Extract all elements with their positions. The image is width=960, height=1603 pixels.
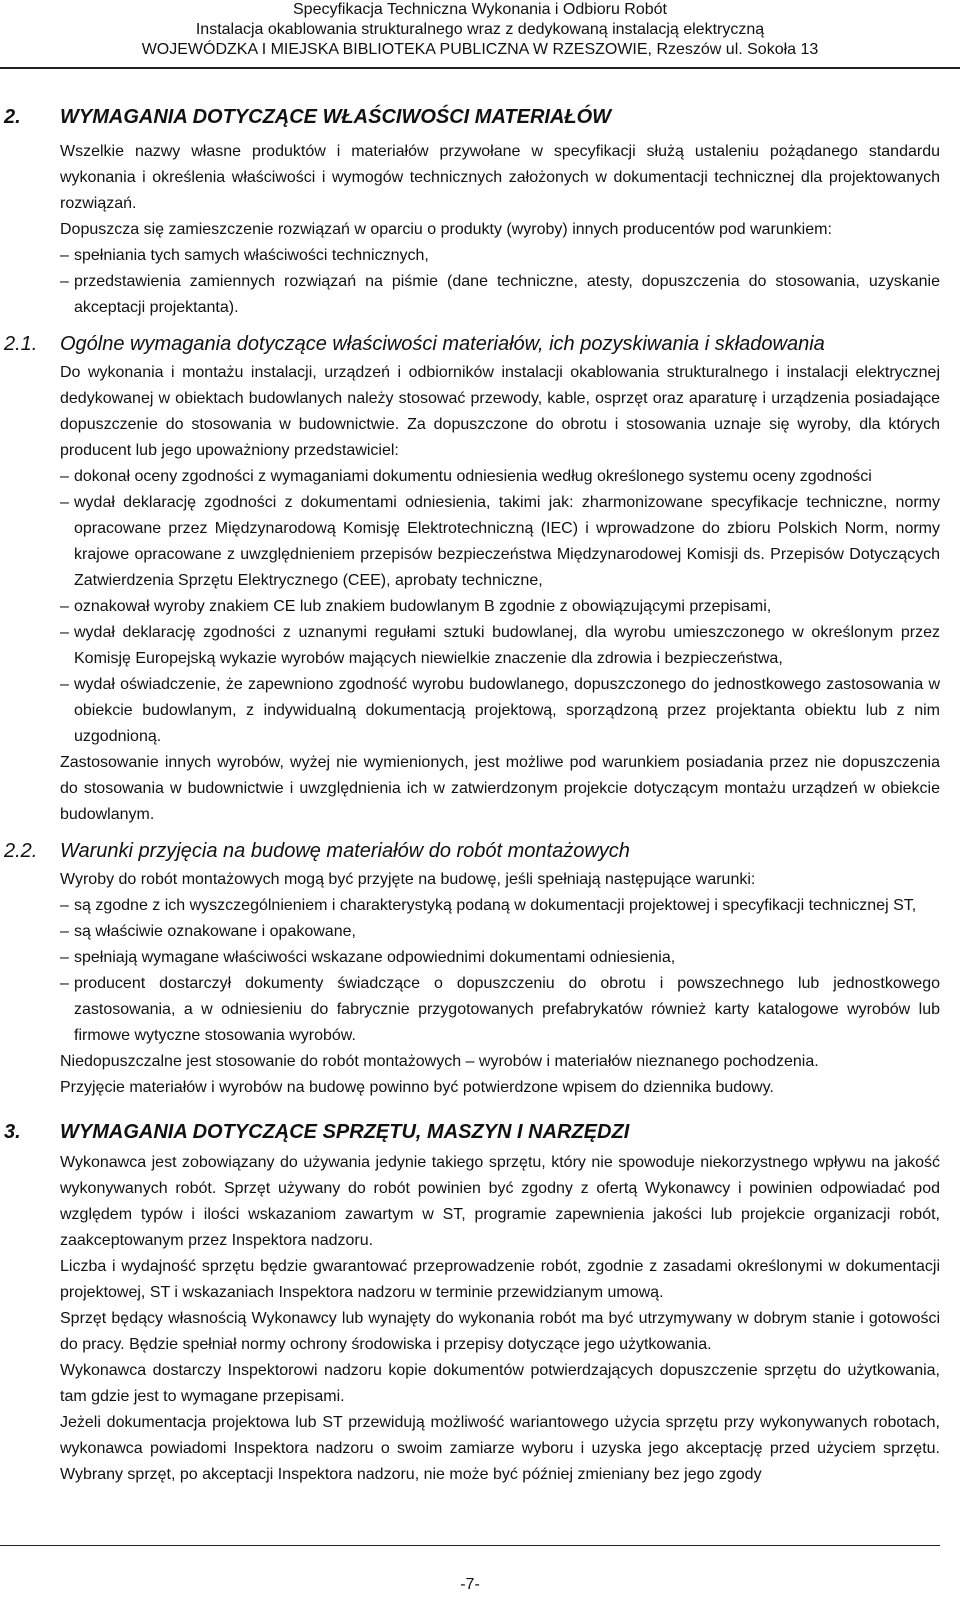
bullet-dash: – bbox=[60, 923, 69, 940]
section-number: 2.2. bbox=[4, 840, 38, 862]
bullet-dash: – bbox=[60, 468, 69, 485]
section-title: Ogólne wymagania dotyczące właściwości materiałów, ich pozyskiwania i składowania bbox=[60, 333, 825, 355]
list-item bbox=[60, 672, 940, 750]
list-item-text: dokonał oceny zgodności z wymaganiami dokumentu odniesienia według określonego systemu oceny zgodności bbox=[74, 468, 872, 485]
list-item-text: wydał deklarację zgodności z dokumentami odniesienia, takimi jak: zharmonizowane specyfikacje techniczne, normy opracowane przez Międzynarodową Komisję Elektrotechniczną (IEC) i wprowadzone do zbioru Polskich Norm, normy krajowe opracowane z uwzględnieniem przepisów bezpieczeństwa Międzynarodowej Komisji ds. Przepisów Dotyczących Zatwierdzenia Sprzętu Elektrycznego (CEE), aprobaty techniczne, bbox=[74, 494, 940, 589]
list-item-text: przedstawienia zamiennych rozwiązań na piśmie (dane techniczne, atesty, dopuszczenia do stosowania, uzyskanie akceptacji projektanta). bbox=[74, 273, 940, 316]
paragraph: Wykonawca jest zobowiązany do używania jedynie takiego sprzętu, który nie spowoduje niekorzystnego wpływu na jakość wykonywanych robót. Sprzęt używany do robót powinien być zgodny z ofertą Wykonawcy i powinien odpowiadać pod względem typów i ilości wskazaniom zawartym w ST, programie zapewnienia jakości lub projekcie organizacji robót, zaakceptowanym przez Inspektora nadzoru. bbox=[60, 1154, 940, 1249]
list-item-text: spełniają wymagane właściwości wskazane odpowiednimi dokumentami odniesienia, bbox=[74, 949, 676, 966]
paragraph: Sprzęt będący własnością Wykonawcy lub wynajęty do wykonania robót ma być utrzymywany w dobrym stanie i gotowości do pracy. Będzie spełniał normy ochrony środowiska i przepisy dotyczące jego użytkowania. bbox=[60, 1310, 940, 1353]
list-item-text: oznakował wyroby znakiem CE lub znakiem budowlanym B zgodnie z obowiązującymi przepisami, bbox=[74, 598, 772, 615]
bullet-dash: – bbox=[60, 598, 69, 615]
header-location: WOJEWÓDZKA I MIEJSKA BIBLIOTEKA PUBLICZNA W RZESZOWIE, Rzeszów ul. Sokoła 13 bbox=[141, 41, 819, 58]
list-item-text: są zgodne z ich wyszczególnieniem i charakterystyką podaną w dokumentacji projektowej i specyfikacji technicznej ST, bbox=[74, 897, 917, 914]
section-2-2-heading bbox=[4, 840, 940, 863]
list-item bbox=[60, 919, 940, 945]
bullet-dash: – bbox=[60, 494, 69, 511]
bullet-dash: – bbox=[60, 624, 69, 641]
list-item bbox=[60, 464, 940, 490]
paragraph: Wszelkie nazwy własne produktów i materiałów przywołane w specyfikacji służą ustaleniu pożądanego standardu wykonania i określenia właściwości i wymogów technicznych założonych w dokumentacji technicznej dla projektowanych rozwiązań. bbox=[60, 143, 940, 212]
bullet-dash: – bbox=[60, 975, 69, 992]
list-item bbox=[60, 945, 940, 971]
list-item bbox=[60, 243, 940, 269]
bullet-dash: – bbox=[60, 273, 69, 290]
list-item bbox=[60, 971, 940, 1049]
section-number: 2.1. bbox=[4, 333, 38, 355]
bullet-dash: – bbox=[60, 247, 69, 264]
page-header bbox=[0, 0, 960, 60]
paragraph: Zastosowanie innych wyrobów, wyżej nie wymienionych, jest możliwe pod warunkiem posiadania przez nie dopuszczenia do stosowania w budownictwie i uwzględnienia ich w zatwierdzonym projekcie dotyczącym montażu urządzeń w obiekcie budowlanym. bbox=[60, 754, 940, 823]
section-title: WYMAGANIA DOTYCZĄCE WŁAŚCIWOŚCI MATERIAŁÓW bbox=[60, 106, 612, 128]
list-item-text: wydał deklarację zgodności z uznanymi regułami sztuki budowlanej, dla wyrobu umieszczonego w określonym przez Komisję Europejską wykazie wyrobów mających niewielkie znaczenie dla zdrowia i bezpieczeństwa, bbox=[74, 624, 940, 667]
list-item-text: spełniania tych samych właściwości technicznych, bbox=[74, 247, 429, 264]
section-number: 3. bbox=[4, 1121, 21, 1143]
header-subtitle: Instalacja okablowania strukturalnego wraz z dedykowaną instalacją elektryczną bbox=[195, 21, 765, 38]
list-item-text: są właściwie oznakowane i opakowane, bbox=[74, 923, 356, 940]
page-number: -7- bbox=[460, 1576, 480, 1593]
list-item bbox=[60, 594, 940, 620]
section-title: Warunki przyjęcia na budowę materiałów do robót montażowych bbox=[60, 840, 630, 862]
list-item bbox=[60, 490, 940, 594]
list-item bbox=[60, 620, 940, 672]
section-number: 2. bbox=[4, 106, 21, 128]
paragraph: Jeżeli dokumentacja projektowa lub ST przewidują możliwość wariantowego użycia sprzętu przy wykonywanych robotach, wykonawca powiadomi Inspektora nadzoru o swoim zamiarze wyboru i uzyska jego akceptację przed użyciem sprzętu. Wybrany sprzęt, po akceptacji Inspektora nadzoru, nie może być później zmieniany bez jego zgody bbox=[60, 1414, 940, 1483]
section-2-heading bbox=[4, 106, 940, 129]
paragraph: Do wykonania i montażu instalacji, urządzeń i odbiorników instalacji okablowania strukturalnego i instalacji elektrycznej dedykowanej w obiektach budowlanych należy stosować przewody, kable, osprzęt oraz aparaturę i urządzenia posiadające dopuszczenie do stosowania w budownictwie. Za dopuszczone do obrotu i stosowania uznaje się wyroby, dla których producent lub jego upoważniony przedstawiciel: bbox=[60, 364, 940, 459]
list-item bbox=[60, 893, 940, 919]
header-title: Specyfikacja Techniczna Wykonania i Odbioru Robót bbox=[293, 1, 667, 18]
bullet-dash: – bbox=[60, 949, 69, 966]
list-item-text: wydał oświadczenie, że zapewniono zgodność wyrobu budowlanego, dopuszczonego do jednostkowego zastosowania w obiekcie budowlanym, z indywidualną dokumentacją projektową, sporządzoną przez projektanta obiektu lub z nim uzgodnioną. bbox=[74, 676, 940, 745]
header-rule bbox=[0, 67, 960, 69]
section-2-1-heading bbox=[4, 333, 940, 356]
paragraph: Dopuszcza się zamieszczenie rozwiązań w oparciu o produkty (wyroby) innych producentów pod warunkiem: bbox=[60, 221, 832, 238]
footer-rule bbox=[0, 1545, 940, 1546]
list-item-text: producent dostarczył dokumenty świadczące o dopuszczeniu do obrotu i powszechnego lub jednostkowego zastosowania, a w odniesieniu do fabrycznie przygotowanych prefabrykatów również karty katalogowe wyrobów lub firmowe wytyczne stosowania wyrobów. bbox=[74, 975, 940, 1044]
paragraph: Niedopuszczalne jest stosowanie do robót montażowych – wyrobów i materiałów nieznanego pochodzenia. bbox=[60, 1053, 819, 1070]
bullet-dash: – bbox=[60, 676, 69, 693]
section-3-heading bbox=[4, 1121, 940, 1144]
paragraph: Liczba i wydajność sprzętu będzie gwarantować przeprowadzenie robót, zgodnie z zasadami określonymi w dokumentacji projektowej, ST i wskazaniach Inspektora nadzoru w terminie przewidzianym umową. bbox=[60, 1258, 940, 1301]
paragraph: Przyjęcie materiałów i wyrobów na budowę powinno być potwierdzone wpisem do dziennika budowy. bbox=[60, 1079, 774, 1096]
list-item bbox=[60, 269, 940, 321]
paragraph: Wyroby do robót montażowych mogą być przyjęte na budowę, jeśli spełniają następujące warunki: bbox=[60, 871, 756, 888]
bullet-dash: – bbox=[60, 897, 69, 914]
document-body bbox=[4, 106, 940, 1488]
paragraph: Wykonawca dostarczy Inspektorowi nadzoru kopie dokumentów potwierdzających dopuszczenie sprzętu do użytkowania, tam gdzie jest to wymagane przepisami. bbox=[60, 1362, 940, 1405]
section-title: WYMAGANIA DOTYCZĄCE SPRZĘTU, MASZYN I NARZĘDZI bbox=[60, 1121, 630, 1143]
